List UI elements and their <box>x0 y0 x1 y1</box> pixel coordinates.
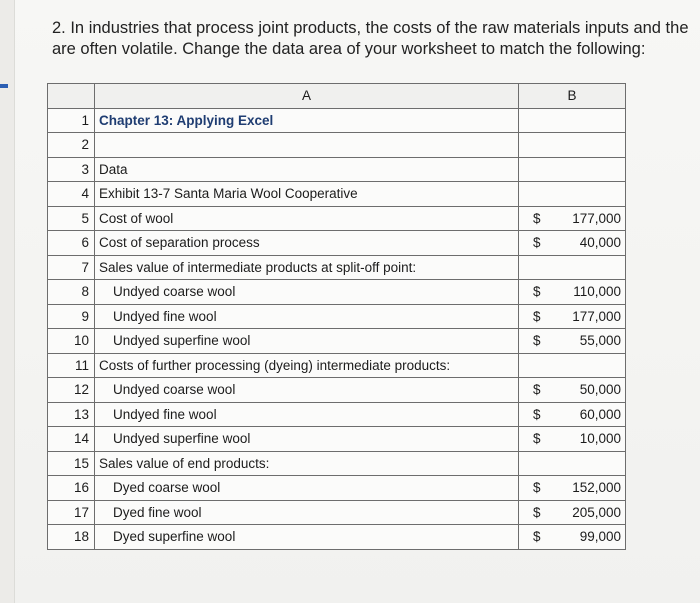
row-number[interactable]: 13 <box>48 402 95 427</box>
sheet-row <box>48 280 626 305</box>
currency-symbol: $ <box>533 382 541 398</box>
amount: 10,000 <box>579 431 621 447</box>
cell-a[interactable]: Dyed superfine wool <box>95 525 519 550</box>
currency-symbol: $ <box>533 504 541 520</box>
currency-symbol: $ <box>533 235 541 251</box>
cell-a[interactable]: Undyed coarse wool <box>95 280 519 305</box>
amount: 205,000 <box>572 504 621 520</box>
cell-b[interactable] <box>519 206 626 231</box>
cell-b-value <box>519 505 625 520</box>
row-number[interactable]: 12 <box>48 378 95 403</box>
currency-symbol: $ <box>533 431 541 447</box>
currency-symbol: $ <box>533 529 541 545</box>
cell-b-value <box>519 235 625 250</box>
currency-symbol: $ <box>533 284 541 300</box>
cell-a[interactable]: Sales value of end products: <box>95 451 519 476</box>
cell-a[interactable]: Dyed coarse wool <box>95 476 519 501</box>
sheet-row <box>48 108 626 133</box>
row-number[interactable]: 8 <box>48 280 95 305</box>
cell-b[interactable] <box>519 304 626 329</box>
row-number[interactable]: 5 <box>48 206 95 231</box>
cell-b[interactable] <box>519 402 626 427</box>
cell-b-value <box>519 382 625 397</box>
cell-b-value <box>519 333 625 348</box>
spreadsheet-table <box>47 83 626 550</box>
sheet-row <box>48 476 626 501</box>
cell-a[interactable]: Undyed coarse wool <box>95 378 519 403</box>
sheet-row <box>48 329 626 354</box>
amount: 50,000 <box>579 382 621 398</box>
sheet-row <box>48 427 626 452</box>
row-number[interactable]: 18 <box>48 525 95 550</box>
cell-b-value <box>519 284 625 299</box>
prompt-line-1: 2. In industries that process joint products, the costs of the raw materials inputs and the <box>52 19 689 37</box>
amount: 110,000 <box>573 284 621 300</box>
amount: 99,000 <box>579 529 621 545</box>
cell-a[interactable]: Undyed superfine wool <box>95 329 519 354</box>
cell-b-value <box>519 431 625 446</box>
row-number[interactable]: 2 <box>48 133 95 158</box>
question-prompt <box>52 18 700 60</box>
cell-a[interactable]: Data <box>95 157 519 182</box>
sheet-row <box>48 378 626 403</box>
sheet-row <box>48 500 626 525</box>
cell-a[interactable]: Undyed superfine wool <box>95 427 519 452</box>
row-number[interactable]: 17 <box>48 500 95 525</box>
column-header-a[interactable]: A <box>95 84 519 109</box>
amount: 55,000 <box>579 333 621 349</box>
cell-a[interactable]: Undyed fine wool <box>95 402 519 427</box>
cell-b[interactable] <box>519 280 626 305</box>
sheet-row <box>48 255 626 280</box>
corner-cell <box>48 84 95 109</box>
row-number[interactable]: 10 <box>48 329 95 354</box>
cell-b[interactable] <box>519 231 626 256</box>
cell-b-value <box>519 309 625 324</box>
cell-b[interactable] <box>519 157 626 182</box>
currency-symbol: $ <box>533 333 541 349</box>
column-header-row <box>48 84 626 109</box>
cell-a[interactable]: Sales value of intermediate products at split-off point: <box>95 255 519 280</box>
row-number[interactable]: 9 <box>48 304 95 329</box>
cell-b[interactable] <box>519 476 626 501</box>
cell-a[interactable]: Exhibit 13-7 Santa Maria Wool Cooperative <box>95 182 519 207</box>
currency-symbol: $ <box>533 210 541 226</box>
cell-a[interactable]: Cost of wool <box>95 206 519 231</box>
row-number[interactable]: 7 <box>48 255 95 280</box>
currency-symbol: $ <box>533 406 541 422</box>
cell-b[interactable] <box>519 525 626 550</box>
row-number[interactable]: 11 <box>48 353 95 378</box>
cell-b[interactable] <box>519 500 626 525</box>
left-margin-marker <box>0 84 8 88</box>
sheet-body <box>48 108 626 549</box>
row-number[interactable]: 14 <box>48 427 95 452</box>
amount: 40,000 <box>579 235 621 251</box>
cell-a[interactable]: Undyed fine wool <box>95 304 519 329</box>
sheet-row <box>48 525 626 550</box>
cell-a[interactable] <box>95 133 519 158</box>
cell-b-value <box>519 480 625 495</box>
currency-symbol: $ <box>533 480 541 496</box>
left-margin <box>0 0 15 603</box>
sheet-row <box>48 451 626 476</box>
sheet-row <box>48 402 626 427</box>
cell-b[interactable] <box>519 255 626 280</box>
column-header-b[interactable]: B <box>519 84 626 109</box>
cell-a[interactable]: Chapter 13: Applying Excel <box>95 108 519 133</box>
cell-b-value <box>519 211 625 226</box>
row-number[interactable]: 16 <box>48 476 95 501</box>
row-number[interactable]: 15 <box>48 451 95 476</box>
row-number[interactable]: 3 <box>48 157 95 182</box>
cell-a[interactable]: Cost of separation process <box>95 231 519 256</box>
sheet-row <box>48 133 626 158</box>
amount: 177,000 <box>572 210 621 226</box>
amount: 60,000 <box>579 406 621 422</box>
cell-b-value <box>519 407 625 422</box>
cell-b[interactable] <box>519 378 626 403</box>
cell-b[interactable] <box>519 451 626 476</box>
amount: 152,000 <box>572 480 621 496</box>
row-number[interactable]: 6 <box>48 231 95 256</box>
row-number[interactable]: 4 <box>48 182 95 207</box>
sheet-row <box>48 231 626 256</box>
cell-b[interactable] <box>519 108 626 133</box>
currency-symbol: $ <box>533 308 541 324</box>
prompt-line-2: are often volatile. Change the data area of your worksheet to match the following: <box>52 40 646 58</box>
sheet-row <box>48 157 626 182</box>
cell-b[interactable] <box>519 427 626 452</box>
cell-b[interactable] <box>519 329 626 354</box>
cell-b[interactable] <box>519 182 626 207</box>
cell-b[interactable] <box>519 133 626 158</box>
amount: 177,000 <box>572 308 621 324</box>
sheet-row <box>48 304 626 329</box>
row-number[interactable]: 1 <box>48 108 95 133</box>
sheet-row <box>48 206 626 231</box>
sheet-row <box>48 353 626 378</box>
cell-b[interactable] <box>519 353 626 378</box>
sheet-row <box>48 182 626 207</box>
cell-b-value <box>519 529 625 544</box>
cell-a[interactable]: Dyed fine wool <box>95 500 519 525</box>
cell-a[interactable]: Costs of further processing (dyeing) intermediate products: <box>95 353 519 378</box>
